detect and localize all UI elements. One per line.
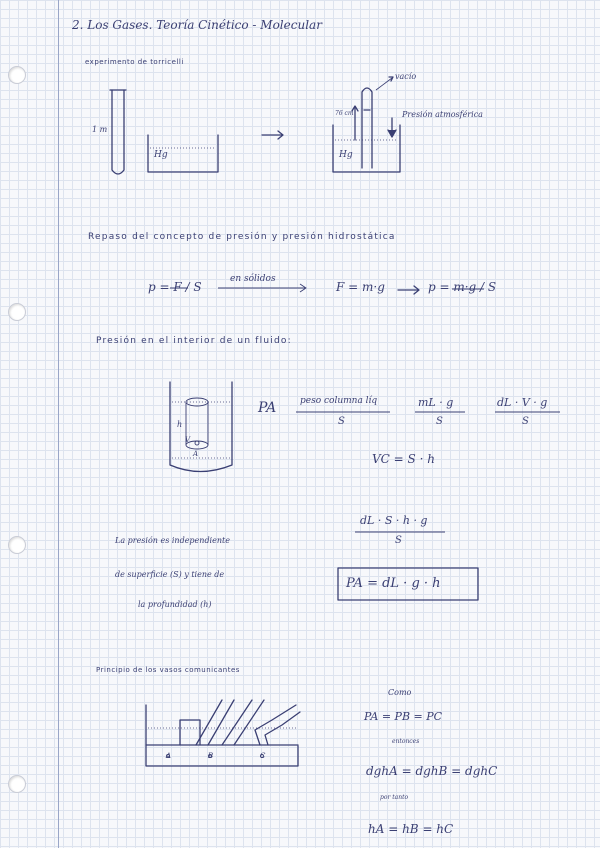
pa-frac1-num: peso columna líq: [300, 396, 378, 406]
vessel-a-label: A: [166, 752, 172, 760]
entonces-label: entonces: [392, 738, 420, 745]
note-line-1: La presión es independiente: [115, 536, 230, 545]
atm-pressure-label: Presión atmosférica: [402, 110, 483, 119]
vessel-c-label: C: [260, 752, 266, 760]
pressure-definition: p = F / S: [148, 280, 202, 294]
column-height-label: 76 cm: [335, 110, 354, 117]
vessel-b-label: B: [208, 752, 214, 760]
solids-label: en sólidos: [230, 274, 276, 284]
pa-frac3-den: S: [522, 416, 529, 427]
vacuum-label: vacío: [395, 72, 417, 81]
vessels-heading: Principio de los vasos comunicantes: [96, 666, 240, 674]
equation-arrows: [218, 284, 419, 294]
note-line-2: de superficie (S) y tiene de: [115, 570, 225, 579]
pa-frac3-num: dL · V · g: [497, 396, 548, 409]
hg-right-label: Hg: [339, 150, 353, 160]
pa-frac2-num: mL · g: [418, 396, 454, 409]
hg-left-label: Hg: [154, 150, 168, 160]
por-tanto-label: por tanto: [380, 794, 409, 801]
pressure-final-equation: p = m·g / S: [428, 280, 497, 294]
volume-equation: VC = S · h: [372, 452, 435, 466]
torricelli-tube-figure: [110, 90, 218, 174]
frac4-den: S: [395, 535, 402, 546]
transition-arrow: [262, 131, 283, 139]
torricelli-heading: experimento de torricelli: [85, 58, 184, 66]
pressure-equality: PA = PB = PC: [364, 710, 443, 723]
pa-frac2-den: S: [436, 416, 443, 427]
pa-symbol: PA: [258, 400, 277, 416]
frac4-num: dL · S · h · g: [360, 514, 428, 527]
fig-a-label: A: [193, 450, 199, 458]
page-title: 2. Los Gases. Teoría Cinético - Molecular: [72, 18, 322, 32]
fig-v-label: V: [185, 436, 191, 444]
force-equation: F = m·g: [336, 280, 385, 294]
pa-frac1-den: S: [338, 416, 345, 427]
como-label: Como: [388, 688, 412, 697]
fluid-heading: Presión en el interior de un fluido:: [96, 336, 292, 346]
pressure-heading: Repaso del concepto de presión y presión hidrostática: [88, 232, 396, 242]
height-equality: hA = hB = hC: [368, 822, 454, 836]
fig-h-label: h: [177, 420, 183, 429]
note-line-3: la profundidad (h): [138, 600, 212, 609]
boxed-hydrostatic-equation: PA = dL · g · h: [346, 576, 441, 591]
dgh-equality: dghA = dghB = dghC: [366, 764, 498, 778]
tube-length-label: 1 m: [92, 125, 108, 134]
